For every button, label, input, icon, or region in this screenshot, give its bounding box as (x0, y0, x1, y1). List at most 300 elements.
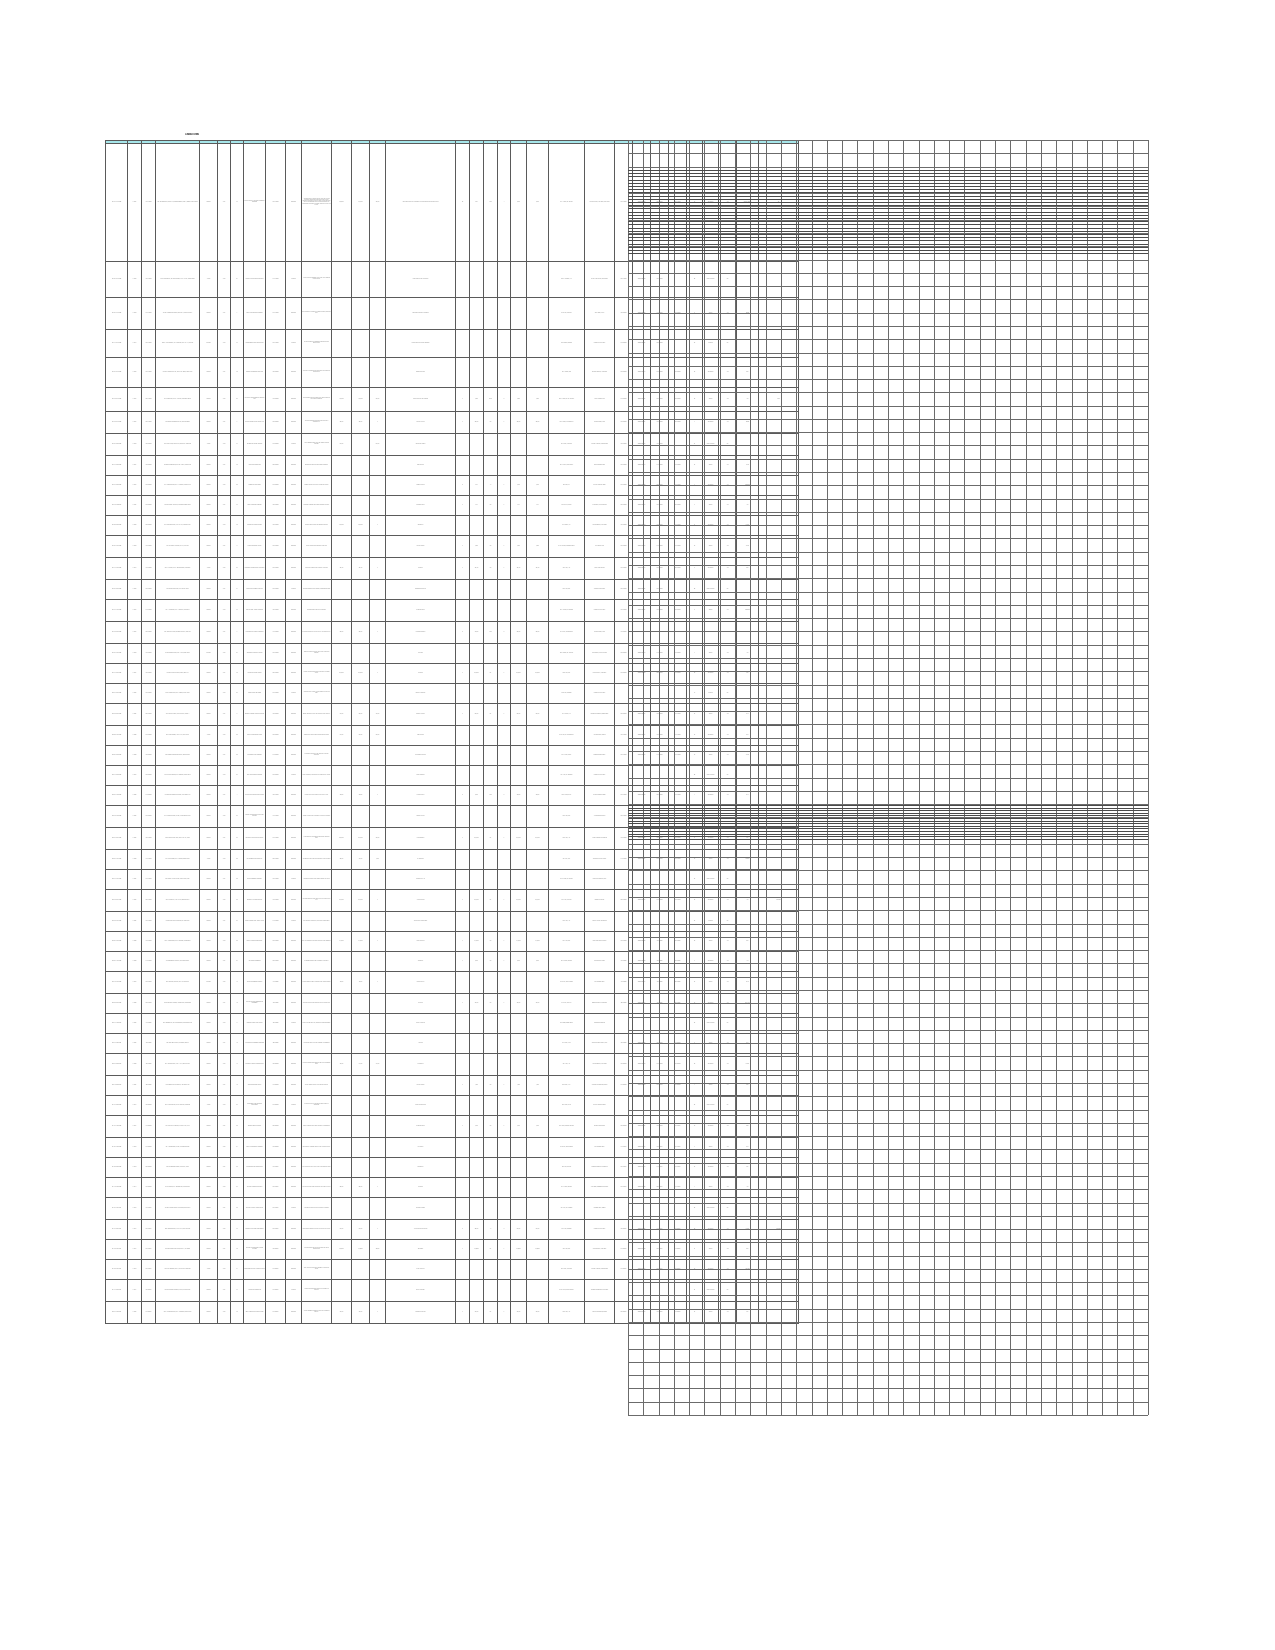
cell-sec[interactable]: 20 (231, 683, 244, 703)
cell-claimed[interactable]: 42,500 (332, 971, 352, 993)
cell-verified[interactable]: M.V.I. (737, 785, 759, 805)
cell-issue[interactable]: 26.05.2023 (651, 387, 669, 411)
cell-recd[interactable]: 25.05.2023 (142, 515, 156, 535)
cell-desc[interactable]: Welfare assistance sanctioned under the department scheme. (302, 1301, 332, 1323)
column-header[interactable]: No. (498, 141, 511, 144)
cell-act[interactable]: Act-1 (218, 143, 231, 261)
cell-rate[interactable] (470, 1095, 484, 1115)
cell-pending[interactable]: 40 (687, 683, 703, 703)
cell-relief[interactable]: Sanction of pension benefits (244, 515, 266, 535)
cell-sl[interactable]: Sl 35 / 28.10.2023 (106, 993, 128, 1013)
cell-desc[interactable]: Encumbrance certificate issued for the requested period. (302, 1137, 332, 1157)
cell-disposal[interactable]: 09.09.2023 (669, 725, 687, 745)
cell-no[interactable] (498, 849, 511, 869)
cell-remarks[interactable]: Records called for from the Tahsildar (386, 329, 456, 357)
cell-no[interactable] (498, 911, 511, 931)
cell-type[interactable]: Original (200, 515, 218, 535)
column-header[interactable]: Act (218, 141, 231, 144)
cell-officer[interactable]: Sri R. Prasad, Dy. Collector (549, 643, 585, 663)
cell-action[interactable]: Under Process (703, 1197, 719, 1219)
cell-verified[interactable]: Tahsildar (737, 475, 759, 495)
cell-claimed[interactable] (332, 599, 352, 621)
cell-order_date[interactable]: 24.05.2023 (615, 387, 633, 411)
cell-hearing[interactable]: 18.11.2023 (266, 1013, 286, 1033)
cell-relief[interactable]: Waiver of interest and penalty (244, 725, 266, 745)
cell-recd[interactable]: 23.09.2023 (142, 889, 156, 911)
cell-order_no[interactable]: ORD/2024/046 (633, 1259, 651, 1279)
cell-action[interactable]: Closed (703, 297, 719, 329)
cell-rate[interactable] (470, 297, 484, 329)
cell-pending[interactable]: 34 (687, 433, 703, 455)
cell-sl[interactable]: Sl 27 / 02.09.2023 (106, 827, 128, 849)
cell-claimed[interactable] (332, 455, 352, 475)
cell-file[interactable]: F-1003 (128, 297, 142, 329)
cell-officer[interactable]: Sri M. Rao, Jt. Director (549, 1259, 585, 1279)
cell-order_no[interactable]: ORD/2024/054 (633, 1301, 651, 1323)
cell-verified[interactable]: D.C. (737, 1033, 759, 1053)
cell-action[interactable]: Completed (703, 889, 719, 911)
cell-relief[interactable]: Renewal of money lending licence (244, 1197, 266, 1219)
cell-party[interactable]: Sri T. Venkata Ramana, S/o T. Appalanaidu, Beach Road (156, 1301, 200, 1323)
cell-balance[interactable] (370, 911, 386, 931)
cell-no[interactable] (498, 1137, 511, 1157)
cell-desc[interactable]: Assessment revised after spot inspection of the premises. (302, 849, 332, 869)
cell-sec[interactable]: 25 (231, 725, 244, 745)
cell-desig[interactable]: Mandal Revenue Office (585, 1219, 615, 1239)
cell-compliance[interactable]: Yes (719, 557, 737, 579)
cell-remarks[interactable]: Renewed (386, 993, 456, 1013)
cell-officer[interactable]: Sri I. Rao, R.O. (549, 849, 585, 869)
cell-total[interactable] (527, 357, 549, 387)
column-header[interactable]: Value (Rs.) (511, 141, 527, 144)
cell-act[interactable]: Act-1 (218, 495, 231, 515)
cell-sec[interactable]: 55 (231, 1157, 244, 1177)
cell-total[interactable] (527, 433, 549, 455)
cell-recd[interactable]: 20.05.2023 (142, 495, 156, 515)
cell-recd[interactable]: 30.09.2023 (142, 911, 156, 931)
cell-recd[interactable]: 07.10.2023 (142, 931, 156, 951)
cell-addl[interactable]: Credited (759, 1219, 799, 1239)
cell-desc[interactable]: Mutation effected in revenue records after enquiry. (302, 475, 332, 495)
cell-type[interactable]: Original (200, 663, 218, 683)
cell-no[interactable]: 1 (498, 993, 511, 1013)
cell-compliance[interactable]: Yes (719, 849, 737, 869)
cell-rate[interactable] (470, 1157, 484, 1177)
cell-sec[interactable]: 35 (231, 889, 244, 911)
cell-disposal[interactable]: 01.01.2024 (669, 1115, 687, 1137)
cell-sec[interactable]: 16 (231, 599, 244, 621)
cell-total[interactable] (527, 1279, 549, 1301)
cell-total[interactable]: 12,400 (527, 557, 549, 579)
cell-order_no[interactable]: ORD/2023/253 (633, 663, 651, 683)
cell-balance[interactable] (370, 993, 386, 1013)
cell-hearing[interactable]: 24.04.2023 (266, 297, 286, 329)
cell-action[interactable]: Under Process (703, 1095, 719, 1115)
cell-value[interactable] (511, 765, 527, 785)
cell-unit[interactable]: LS (484, 663, 498, 683)
cell-party[interactable]: M/s Sri Rama Poultry Farm, Survey No. 88, Village (156, 827, 200, 849)
cell-issue[interactable]: 07.07.2023 (651, 515, 669, 535)
cell-total[interactable] (527, 1259, 549, 1279)
cell-verified[interactable]: A.O. (737, 1177, 759, 1197)
cell-remarks[interactable]: Forwarded to H.O. (386, 869, 456, 889)
cell-hearing[interactable]: 22.05.2023 (266, 455, 286, 475)
cell-action[interactable]: Closed (703, 387, 719, 411)
cell-hearing[interactable]: 08.06.2023 (266, 515, 286, 535)
cell-status[interactable]: Disposed (286, 411, 302, 433)
cell-officer[interactable]: Sri K. Rao, Collector (549, 889, 585, 911)
cell-status[interactable]: Disposed (286, 1259, 302, 1279)
cell-status[interactable]: Disposed (286, 827, 302, 849)
cell-desc[interactable]: Security deposit released after completion of contract period. (302, 663, 332, 683)
cell-recd[interactable]: 29.07.2023 (142, 725, 156, 745)
cell-type[interactable]: Original (200, 387, 218, 411)
cell-sanctioned[interactable] (352, 1137, 370, 1157)
cell-sl[interactable]: Sl 20 / 15.07.2023 (106, 683, 128, 703)
cell-value[interactable]: 7,500 (511, 535, 527, 557)
cell-value[interactable] (511, 297, 527, 329)
cell-remarks[interactable]: Amount credited (386, 889, 456, 911)
cell-pending[interactable]: 13 (687, 1219, 703, 1239)
cell-balance[interactable] (370, 1259, 386, 1279)
cell-relief[interactable]: Grant of mining lease / quarry permit (244, 911, 266, 931)
cell-rate[interactable]: 6,72,500 (470, 1239, 484, 1259)
cell-pending[interactable]: 28 (687, 579, 703, 599)
cell-order_date[interactable]: 20.08.2023 (615, 663, 633, 683)
cell-status[interactable]: Pending (286, 1197, 302, 1219)
cell-desig[interactable]: District Medical & Health Office (585, 993, 615, 1013)
cell-remarks[interactable]: Sanctioned (386, 515, 456, 535)
cell-issue[interactable]: 14.01.2024 (651, 1157, 669, 1177)
cell-order_date[interactable]: 28.04.2023 (615, 261, 633, 297)
cell-qty[interactable]: 1 (456, 703, 470, 725)
cell-verified[interactable]: D.C.H.S. (737, 993, 759, 1013)
cell-recd[interactable]: 22.07.2023 (142, 703, 156, 725)
cell-action[interactable]: Closed (703, 1301, 719, 1323)
cell-sl[interactable]: Sl 22 / 29.07.2023 (106, 725, 128, 745)
cell-status[interactable]: Disposed (286, 1033, 302, 1053)
cell-order_date[interactable]: 20.09.2023 (615, 785, 633, 805)
cell-unit[interactable]: Ac (484, 1219, 498, 1239)
cell-relief[interactable]: Hall marking registration (244, 951, 266, 971)
cell-action[interactable]: Closed (703, 495, 719, 515)
cell-qty[interactable] (456, 579, 470, 599)
cell-no[interactable]: 1 (498, 495, 511, 515)
cell-recd[interactable]: 05.08.2023 (142, 745, 156, 765)
cell-claimed[interactable] (332, 579, 352, 599)
cell-disposal[interactable]: 10.08.2023 (669, 621, 687, 643)
cell-order_date[interactable]: 12.09.2023 (615, 745, 633, 765)
cell-disposal[interactable]: 24.09.2023 (669, 785, 687, 805)
cell-party[interactable]: Sri S. Mohan Rao, H.No. 3-5-21, Brahmin Street (156, 889, 200, 911)
cell-recd[interactable]: 03.02.2024 (142, 1279, 156, 1301)
cell-desc[interactable]: Safety certificate issued after inspection of installations. (302, 1115, 332, 1137)
cell-remarks[interactable]: Clarifications called for (386, 579, 456, 599)
cell-hearing[interactable]: 19.04.2023 (266, 261, 286, 297)
cell-qty[interactable] (456, 1137, 470, 1157)
cell-desc[interactable]: Notice published; objections if any awaited before orders. (302, 765, 332, 785)
cell-sl[interactable]: Sl 11 / 20.05.2023 (106, 495, 128, 515)
cell-hearing[interactable]: 29.05.2023 (266, 475, 286, 495)
column-header[interactable]: File No. (128, 141, 142, 144)
cell-rate[interactable]: 7,500 (470, 535, 484, 557)
cell-status[interactable]: Disposed (286, 357, 302, 387)
cell-officer[interactable]: Sri J. Kumar, Inspector (549, 951, 585, 971)
cell-file[interactable]: F-1002 (128, 261, 142, 297)
cell-no[interactable]: 1 (498, 663, 511, 683)
cell-party[interactable]: M/s Sai Krishna Agencies, Near Railway Station Road (156, 495, 200, 515)
cell-desig[interactable]: Collectorate, Revenue Section (585, 643, 615, 663)
cell-total[interactable]: 6,000 (527, 1115, 549, 1137)
cell-sl[interactable]: Sl 06 / 22.04.2023 (106, 387, 128, 411)
cell-desc[interactable]: Input subsidy sanctioned for the crop loss due to cyclone. (302, 1219, 332, 1239)
cell-status[interactable]: Disposed (286, 993, 302, 1013)
cell-unit[interactable] (484, 1053, 498, 1075)
cell-hearing[interactable]: 15.06.2023 (266, 535, 286, 557)
cell-order_date[interactable]: 30.05.2023 (615, 411, 633, 433)
cell-action[interactable]: Closed (703, 931, 719, 951)
cell-rate[interactable] (470, 971, 484, 993)
cell-type[interactable]: Original (200, 1115, 218, 1137)
cell-status[interactable]: Disposed (286, 535, 302, 557)
cell-unit[interactable]: LS (484, 1239, 498, 1259)
cell-party[interactable]: Sri K. Sudhakar Rao, H.No. 9-14-6, Officers Colony (156, 1053, 200, 1075)
cell-disposal[interactable]: 22.07.2023 (669, 557, 687, 579)
cell-total[interactable] (527, 911, 549, 931)
cell-status[interactable]: Pending (286, 1095, 302, 1115)
cell-relief[interactable]: Allotment of shop in the complex (244, 1013, 266, 1033)
cell-desc[interactable]: Licence granted for sale of seeds and fertilizers. (302, 1075, 332, 1095)
cell-act[interactable]: Act-3 (218, 683, 231, 703)
cell-party[interactable]: Sri V. Suresh Babu, S/o V. Ramana, Station Road (156, 849, 200, 869)
cell-order_date[interactable]: 28.09.2023 (615, 805, 633, 827)
cell-type[interactable]: Original (200, 1013, 218, 1033)
cell-desc[interactable]: Revision petition filed against the assessment order passed earlier. (302, 329, 332, 357)
cell-recd[interactable]: 10.02.2024 (142, 1301, 156, 1323)
cell-no[interactable] (498, 869, 511, 889)
cell-recd[interactable]: 30.12.2023 (142, 1177, 156, 1197)
cell-sec[interactable]: 27 (231, 557, 244, 579)
cell-balance[interactable] (370, 1137, 386, 1157)
cell-order_no[interactable]: ORD/2023/118 (633, 261, 651, 297)
cell-issue[interactable]: 01.06.2023 (651, 411, 669, 433)
cell-balance[interactable]: 10,000 (370, 703, 386, 725)
cell-type[interactable]: Appeal (200, 261, 218, 297)
cell-action[interactable]: Closed (703, 599, 719, 621)
cell-qty[interactable] (456, 849, 470, 869)
cell-verified[interactable]: J.D. (737, 1301, 759, 1323)
cell-qty[interactable]: 1 (456, 411, 470, 433)
cell-officer[interactable]: Sri Q. Rao, E.E. (549, 805, 585, 827)
cell-act[interactable]: Act-2 (218, 971, 231, 993)
cell-officer[interactable]: Sri X. Reddy, D.E.O. (549, 745, 585, 765)
cell-desig[interactable]: Fisheries Department, Zone (585, 869, 615, 889)
cell-desig[interactable]: Commercial Taxes Office, Circle (585, 1033, 615, 1053)
cell-party[interactable]: Sri R. Srinivasa Rao, S/o Late Ramaiah, H.No. 4-22-19, Gandhi Nagar (156, 261, 200, 297)
cell-hearing[interactable]: 30.12.2023 (266, 1137, 286, 1157)
cell-party[interactable]: M/s United Engineering Works, Shed 9, Auto Nagar (156, 1239, 200, 1259)
cell-balance[interactable] (370, 765, 386, 785)
cell-balance[interactable] (370, 261, 386, 297)
cell-total[interactable] (527, 1197, 549, 1219)
cell-sl[interactable]: Sl 05 / 18.04.2023 (106, 357, 128, 387)
cell-party[interactable]: M/s Vijaya Dairy Products, Plot 44, Food Park (156, 535, 200, 557)
cell-claimed[interactable]: 68,000 (332, 1219, 352, 1239)
cell-disposal[interactable]: 18.11.2023 (669, 971, 687, 993)
cell-claimed[interactable]: 50,000 (332, 433, 352, 455)
cell-file[interactable]: F-1005 (128, 357, 142, 387)
cell-unit[interactable] (484, 849, 498, 869)
cell-act[interactable]: Act-1 (218, 357, 231, 387)
cell-hearing[interactable]: 26.08.2023 (266, 765, 286, 785)
cell-status[interactable]: Disposed (286, 805, 302, 827)
cell-pending[interactable]: 7 (687, 951, 703, 971)
cell-order_date[interactable]: 06.10.2023 (615, 827, 633, 849)
cell-sec[interactable]: 12 (231, 515, 244, 535)
cell-party[interactable]: Sri L. Chandra Sekhar, Plot 27, Housing Board Colony (156, 805, 200, 827)
cell-hearing[interactable]: 03.02.2024 (266, 1239, 286, 1259)
cell-no[interactable]: 3 (498, 1219, 511, 1239)
cell-sec[interactable]: 5 (231, 703, 244, 725)
cell-claimed[interactable] (332, 357, 352, 387)
cell-no[interactable]: 5 (498, 785, 511, 805)
cell-compliance[interactable]: Yes (719, 745, 737, 765)
cell-sec[interactable]: 9 (231, 297, 244, 329)
cell-rate[interactable]: 6,000 (470, 1115, 484, 1137)
cell-claimed[interactable] (332, 1013, 352, 1033)
cell-recd[interactable]: 02.05.2023 (142, 433, 156, 455)
cell-file[interactable]: F-1050 (128, 1301, 142, 1323)
cell-remarks[interactable]: NOC issued subject to conditions (386, 297, 456, 329)
cell-sec[interactable]: 17 (231, 329, 244, 357)
cell-order_date[interactable]: 10.02.2024 (615, 1239, 633, 1259)
cell-officer[interactable]: Sri T. Rao, C.T.O. (549, 1033, 585, 1053)
cell-pending[interactable]: 10 (687, 1115, 703, 1137)
cell-hearing[interactable]: 21.06.2023 (266, 557, 286, 579)
cell-rate[interactable]: 85,000 (470, 703, 484, 725)
cell-file[interactable]: F-1034 (128, 971, 142, 993)
cell-issue[interactable]: 14.09.2023 (651, 745, 669, 765)
cell-total[interactable]: 7,500 (527, 535, 549, 557)
cell-recd[interactable]: 12.04.2023 (142, 329, 156, 357)
cell-act[interactable]: Act-1 (218, 1239, 231, 1259)
cell-act[interactable]: Act-3 (218, 1177, 231, 1197)
cell-act[interactable]: Act-3 (218, 329, 231, 357)
cell-relief[interactable]: Grant of dealership licence (244, 1075, 266, 1095)
cell-pending[interactable]: 10 (687, 535, 703, 557)
cell-disposal[interactable]: 02.10.2023 (669, 805, 687, 827)
cell-recd[interactable]: 02.09.2023 (142, 827, 156, 849)
cell-issue[interactable]: 30.04.2023 (651, 261, 669, 297)
cell-no[interactable]: 1 (498, 931, 511, 951)
cell-type[interactable]: Original (200, 993, 218, 1013)
cell-remarks[interactable]: Interim stay granted (386, 433, 456, 455)
cell-disposal[interactable]: 02.07.2023 (669, 495, 687, 515)
cell-value[interactable] (511, 1095, 527, 1115)
cell-verified[interactable]: Section Officer (737, 143, 759, 261)
cell-hearing[interactable]: 12.05.2023 (266, 411, 286, 433)
cell-act[interactable]: Act-1 (218, 951, 231, 971)
cell-issue[interactable]: 22.08.2023 (651, 663, 669, 683)
cell-desc[interactable]: Partial waiver allowed after hearing both the parties. (302, 725, 332, 745)
cell-rate[interactable] (470, 1013, 484, 1033)
cell-officer[interactable]: Sri D. Rao, Sub-Registrar (549, 1137, 585, 1157)
cell-claimed[interactable]: 4,50,000 (332, 387, 352, 411)
cell-act[interactable]: Act-2 (218, 805, 231, 827)
cell-claimed[interactable] (332, 1197, 352, 1219)
cell-action[interactable]: Under Process (703, 765, 719, 785)
cell-compliance[interactable]: Yes (719, 357, 737, 387)
cell-verified[interactable]: A.O. (737, 889, 759, 911)
cell-sanctioned[interactable] (352, 1095, 370, 1115)
cell-value[interactable] (511, 433, 527, 455)
cell-total[interactable]: 18,500 (527, 785, 549, 805)
cell-recd[interactable]: 18.11.2023 (142, 1053, 156, 1075)
cell-action[interactable]: Completed (703, 515, 719, 535)
cell-recd[interactable]: 08.07.2023 (142, 663, 156, 683)
cell-compliance[interactable]: Yes (719, 1137, 737, 1157)
cell-balance[interactable]: 0 (370, 1219, 386, 1239)
cell-desc[interactable]: Consent application under scrutiny; clarifications sought. (302, 579, 332, 599)
cell-sec[interactable]: 47 (231, 1053, 244, 1075)
cell-value[interactable]: 12,400 (511, 557, 527, 579)
cell-sanctioned[interactable]: 85,000 (352, 703, 370, 725)
cell-balance[interactable] (370, 297, 386, 329)
cell-sl[interactable]: Sl 26 / 26.08.2023 (106, 805, 128, 827)
cell-no[interactable]: 1 (498, 827, 511, 849)
cell-disposal[interactable]: 20.12.2023 (669, 1075, 687, 1095)
cell-qty[interactable]: 1 (456, 951, 470, 971)
cell-file[interactable]: F-1029 (128, 869, 142, 889)
cell-act[interactable]: Act-1 (218, 1115, 231, 1137)
cell-value[interactable] (511, 579, 527, 599)
cell-qty[interactable]: 6 (456, 387, 470, 411)
cell-claimed[interactable]: 20,000 (332, 1301, 352, 1323)
cell-action[interactable]: Completed (703, 143, 719, 261)
cell-no[interactable] (498, 515, 511, 535)
cell-officer[interactable]: Sri C. Rao, E.E. (549, 579, 585, 599)
cell-desc[interactable]: Loan sanctioned and disbursed through the financing bank. (302, 827, 332, 849)
cell-issue[interactable]: 12.05.2023 (651, 329, 669, 357)
cell-file[interactable]: F-1035 (128, 993, 142, 1013)
cell-balance[interactable] (370, 1197, 386, 1219)
cell-unit[interactable] (484, 1177, 498, 1197)
cell-sanctioned[interactable]: 18,500 (352, 785, 370, 805)
cell-sl[interactable]: Sl 13 / 01.06.2023 (106, 535, 128, 557)
cell-remarks[interactable]: Partly allowed (386, 725, 456, 745)
cell-issue[interactable]: 24.10.2023 (651, 889, 669, 911)
cell-compliance[interactable]: Yes (719, 805, 737, 827)
cell-order_date[interactable]: 28.06.2023 (615, 495, 633, 515)
cell-remarks[interactable]: Permission granted (386, 621, 456, 643)
cell-claimed[interactable] (332, 495, 352, 515)
cell-issue[interactable]: 04.02.2024 (651, 1219, 669, 1239)
cell-order_no[interactable]: ORD/2024/014 (633, 1157, 651, 1177)
cell-value[interactable]: 2,75,000 (511, 663, 527, 683)
cell-act[interactable]: Act-1 (218, 993, 231, 1013)
cell-action[interactable]: Under Process (703, 1013, 719, 1033)
cell-pending[interactable]: 12 (687, 1053, 703, 1075)
cell-relief[interactable]: Refund of excess amount collected (244, 261, 266, 297)
cell-sanctioned[interactable]: 30,000 (352, 725, 370, 745)
cell-officer[interactable]: Sri F. Rao, Director (549, 1157, 585, 1177)
cell-unit[interactable]: Ac (484, 475, 498, 495)
cell-file[interactable]: F-1022 (128, 725, 142, 745)
cell-sl[interactable]: Sl 49 / 03.02.2024 (106, 1279, 128, 1301)
cell-pending[interactable]: 30 (687, 329, 703, 357)
cell-sanctioned[interactable] (352, 1115, 370, 1137)
cell-desig[interactable]: Works Division, Head Office (585, 1239, 615, 1259)
